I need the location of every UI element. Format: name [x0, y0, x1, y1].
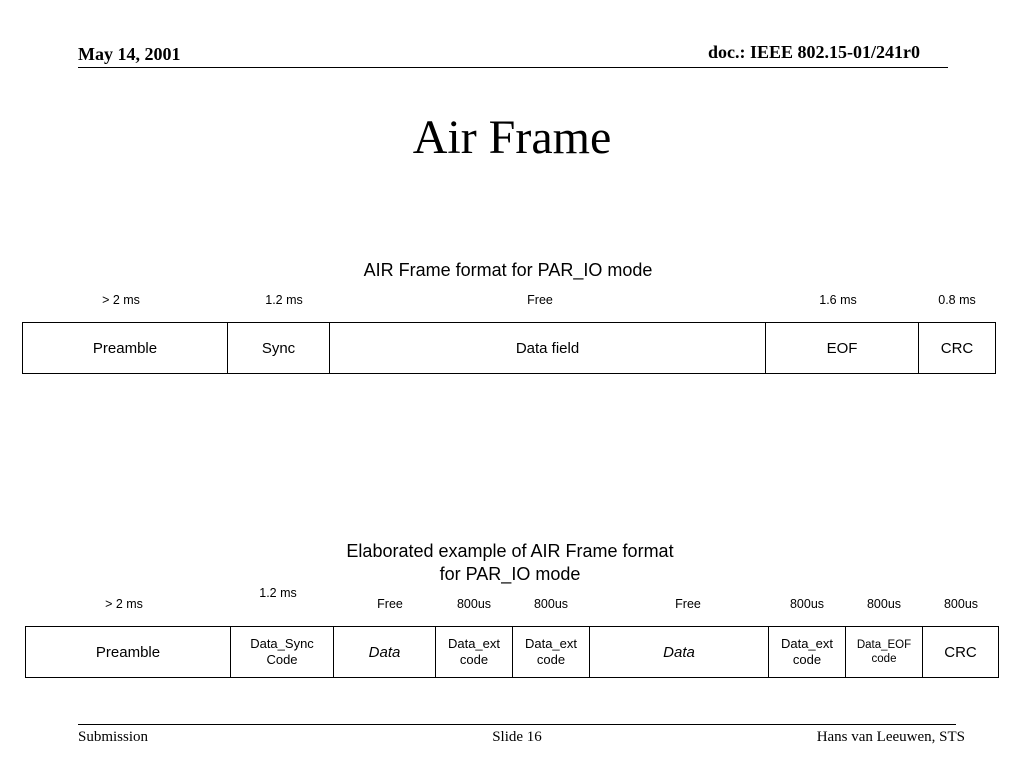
- diagram2-field-data-ext-1: [436, 627, 513, 677]
- diagram2-field-preamble-label: Preamble: [95, 643, 161, 661]
- diagram2-field-crc: [923, 627, 998, 677]
- diagram2-field-data-eof-line1: Data_EOF: [856, 639, 912, 651]
- diagram1-field-crc: CRC: [940, 339, 974, 357]
- diagram1-frame: [22, 322, 996, 374]
- diagram1-caption: AIR Frame format for PAR_IO mode: [363, 260, 653, 280]
- diagram2-field-data-ext-3: [769, 627, 846, 677]
- diagram1-duration-sync: 1.2 ms: [265, 293, 303, 307]
- diagram2-duration-ext3: 800us: [789, 597, 825, 611]
- diagram2-field-data-1-label: Data: [368, 643, 401, 661]
- diagram2-field-data-ext-2-line2: code: [536, 652, 566, 667]
- diagram2-frame: [25, 626, 999, 678]
- diagram1-field-eof: EOF: [766, 323, 919, 373]
- diagram1-duration-eof: 1.6 ms: [819, 293, 857, 307]
- diagram2-field-data-ext-1-line2: code: [459, 652, 489, 667]
- diagram1-field-preamble: Preamble: [23, 323, 228, 373]
- diagram2-field-data-2-label: Data: [663, 643, 695, 661]
- diagram2-duration-crc: 800us: [943, 597, 979, 611]
- diagram2-caption: [300, 540, 720, 586]
- diagram2-field-data-1: [334, 627, 436, 677]
- diagram1-duration-data: Free: [527, 293, 553, 307]
- diagram1-duration-preamble: > 2 ms: [102, 293, 140, 307]
- footer-submission: Submission: [78, 729, 149, 745]
- diagram2-duration-ext1: 800us: [456, 597, 492, 611]
- diagram1-field-sync: Sync: [228, 323, 330, 373]
- diagram2-field-data-eof-line2: code: [871, 653, 897, 665]
- footer-divider: [78, 724, 956, 725]
- diagram2-field-data-eof-code: [846, 627, 923, 677]
- diagram2-caption-line2: for PAR_IO mode: [439, 564, 581, 584]
- header-divider: [78, 67, 948, 68]
- slide-title: Air Frame: [412, 111, 612, 164]
- diagram2-duration-preamble: > 2 ms: [105, 597, 143, 611]
- diagram2-field-data-ext-1-line1: Data_ext: [447, 636, 501, 651]
- diagram1-field-data: Data field: [330, 323, 766, 373]
- header-date: May 14, 2001: [78, 44, 181, 64]
- diagram2-field-data-sync-line1: Data_Sync: [250, 636, 314, 651]
- diagram2-field-data-ext-2: [513, 627, 590, 677]
- diagram2-field-crc-label: CRC: [944, 643, 977, 661]
- diagram2-field-data-sync-code: [231, 627, 334, 677]
- footer-author: Hans van Leeuwen, STS: [816, 729, 965, 745]
- diagram2-duration-data2: Free: [675, 597, 701, 611]
- diagram2-duration-ext2: 800us: [533, 597, 569, 611]
- header-doc-id: doc.: IEEE 802.15-01/241r0: [707, 42, 920, 62]
- diagram2-duration-data1: Free: [377, 597, 403, 611]
- diagram2-caption-line1: Elaborated example of AIR Frame format: [346, 541, 674, 561]
- diagram2-duration-eof: 800us: [866, 597, 902, 611]
- diagram2-field-data-ext-2-line1: Data_ext: [524, 636, 578, 651]
- footer-slide-number: Slide 16: [492, 729, 542, 745]
- diagram2-duration-sync: 1.2 ms: [259, 586, 297, 600]
- diagram2-field-data-ext-3-line2: code: [792, 652, 822, 667]
- diagram1-duration-crc: 0.8 ms: [938, 293, 976, 307]
- diagram2-field-data-ext-3-line1: Data_ext: [780, 636, 834, 651]
- diagram2-field-data-sync-line2: Code: [266, 652, 298, 667]
- diagram2-field-data-2: [590, 627, 769, 677]
- diagram2-field-preamble: [26, 627, 231, 677]
